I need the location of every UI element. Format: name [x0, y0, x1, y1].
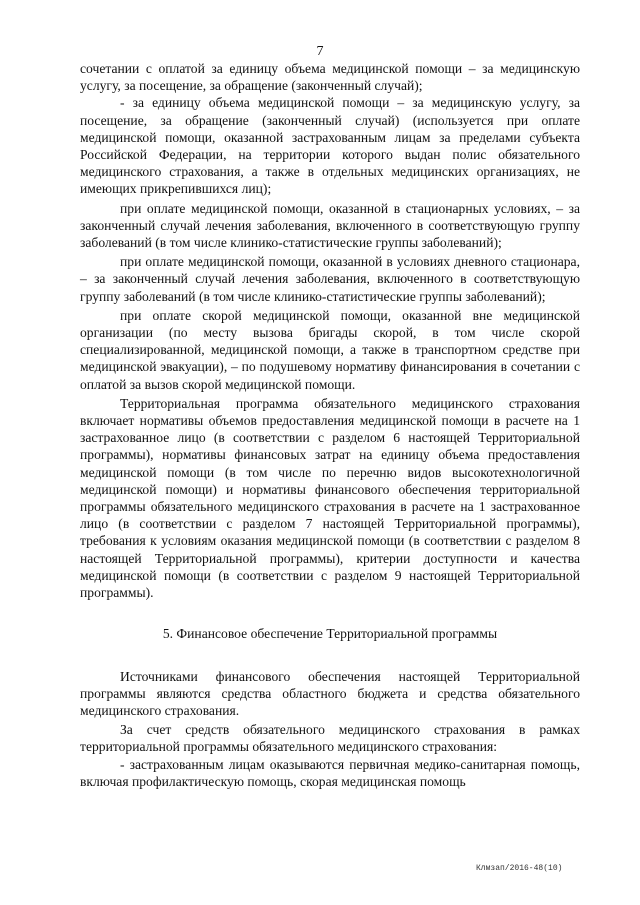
page-number: 7 [316, 44, 324, 59]
footer-code: Клмзап/2016-48(10) [476, 864, 563, 873]
section-heading: 5. Финансовое обеспечение Территориальной программы [162, 626, 498, 642]
paragraph: при оплате медицинской помощи, оказанной в стационарных условиях, – за законченный случай лечения заболевания, включенного в соответствующую группу заболеваний (в том числе клинико-статистические группы заболеваний); [80, 200, 580, 251]
paragraph: при оплате медицинской помощи, оказанной в условиях дневного стационара, – за законченный случай лечения заболевания, включенного в соответствующую группу заболеваний (в том числе клинико-статистические группы заболеваний); [80, 254, 580, 304]
paragraph: За счет средств обязательного медицинского страхования в рамках территориальной программы обязательного медицинского страхования: [80, 722, 580, 755]
paragraph: при оплате скорой медицинской помощи, оказанной вне медицинской организации (по месту вызова бригады скорой, в том числе скорой специализированной, медицинской помощи, а также в транспортном средстве при медицинской эвакуации), – по подушевому нормативу финансирования в сочетании с оплатой за вызов скорой медицинской помощи. [80, 307, 580, 392]
paragraph: - застрахованным лицам оказываются первичная медико-санитарная помощь, включая профилактическую помощь, скорая медицинская помощь [80, 756, 580, 789]
paragraph: Источниками финансового обеспечения настоящей Территориальной программы являются средства областного бюджета и средства обязательного медицинского страхования. [80, 668, 580, 718]
paragraph: сочетании с оплатой за единицу объема медицинской помощи – за медицинскую услугу, за посещение, за обращение (законченный случай); [80, 61, 580, 94]
document-body [80, 60, 580, 790]
paragraph: - за единицу объема медицинской помощи – за медицинскую услугу, за посещение, за обращение (законченный случай) (используется при оплате медицинской помощи, оказанной застрахованным лицам за пределами субъекта Российской Федерации, на территории которого выдан полис обязательного медицинского страхования, а также в отдельных медицинских организациях, не имеющих прикрепившихся лиц); [80, 95, 580, 197]
paragraph: Территориальная программа обязательного медицинского страхования включает нормативы объемов предоставления медицинской помощи в расчете на 1 застрахованное лицо (в соответствии с разделом 6 настоящей Территориальной программы), нормативы финансовых затрат на единицу объема предоставления медицинской помощи (в том числе по перечню видов высокотехнологичной медицинской помощи) и нормативы финансового обеспечения территориальной программы обязательного медицинского страхования в расчете на 1 застрахованное лицо (в соответствии с разделом 7 настоящей Территориальной программы), требования к условиям оказания медицинской помощи (в соответствии с разделом 8 настоящей Территориальной программы), критерии доступности и качества медицинской помощи (в соответствии с разделом 9 настоящей Территориальной программы). [80, 395, 580, 601]
